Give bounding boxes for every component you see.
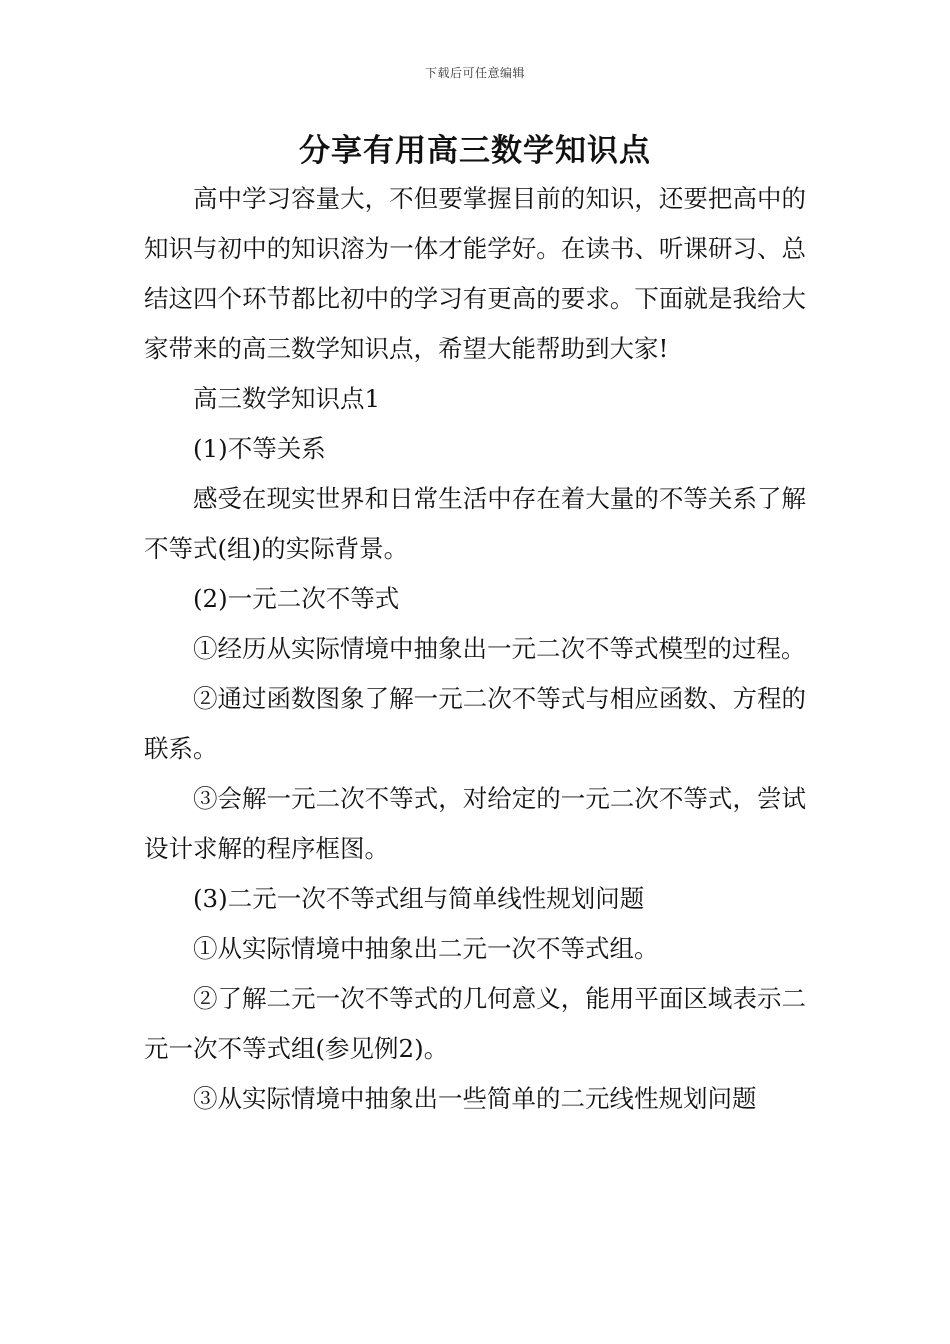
subsection-heading: (2)一元二次不等式 (193, 584, 400, 613)
document-body (144, 174, 806, 1124)
list-item: ③会解一元二次不等式，对给定的一元二次不等式，尝试设计求解的程序框图。 (144, 784, 806, 863)
section-heading: 高三数学知识点1 (193, 384, 381, 413)
list-item: ②通过函数图象了解一元二次不等式与相应函数、方程的联系。 (144, 684, 806, 763)
page-title: 分享有用高三数学知识点 (299, 133, 651, 169)
header-note: 下载后可任意编辑 (424, 66, 525, 80)
subsection-heading: (3)二元一次不等式组与简单线性规划问题 (193, 884, 645, 913)
body-paragraph: 感受在现实世界和日常生活中存在着大量的不等关系了解不等式(组)的实际背景。 (144, 484, 806, 563)
intro-paragraph: 高中学习容量大，不但要掌握目前的知识，还要把高中的知识与初中的知识溶为一体才能学好。在读书、听课研习、总结这四个环节都比初中的学习有更高的要求。下面就是我给大家带来的高三数学知识点，希望大能帮助到大家! (144, 184, 806, 363)
list-item: ②了解二元一次不等式的几何意义，能用平面区域表示二元一次不等式组(参见例2)。 (144, 984, 806, 1063)
list-item: ③从实际情境中抽象出一些简单的二元线性规划问题 (193, 1084, 757, 1113)
subsection-heading: (1)不等关系 (193, 434, 326, 463)
list-item: ①经历从实际情境中抽象出一元二次不等式模型的过程。 (193, 634, 806, 663)
list-item: ①从实际情境中抽象出二元一次不等式组。 (193, 934, 659, 963)
